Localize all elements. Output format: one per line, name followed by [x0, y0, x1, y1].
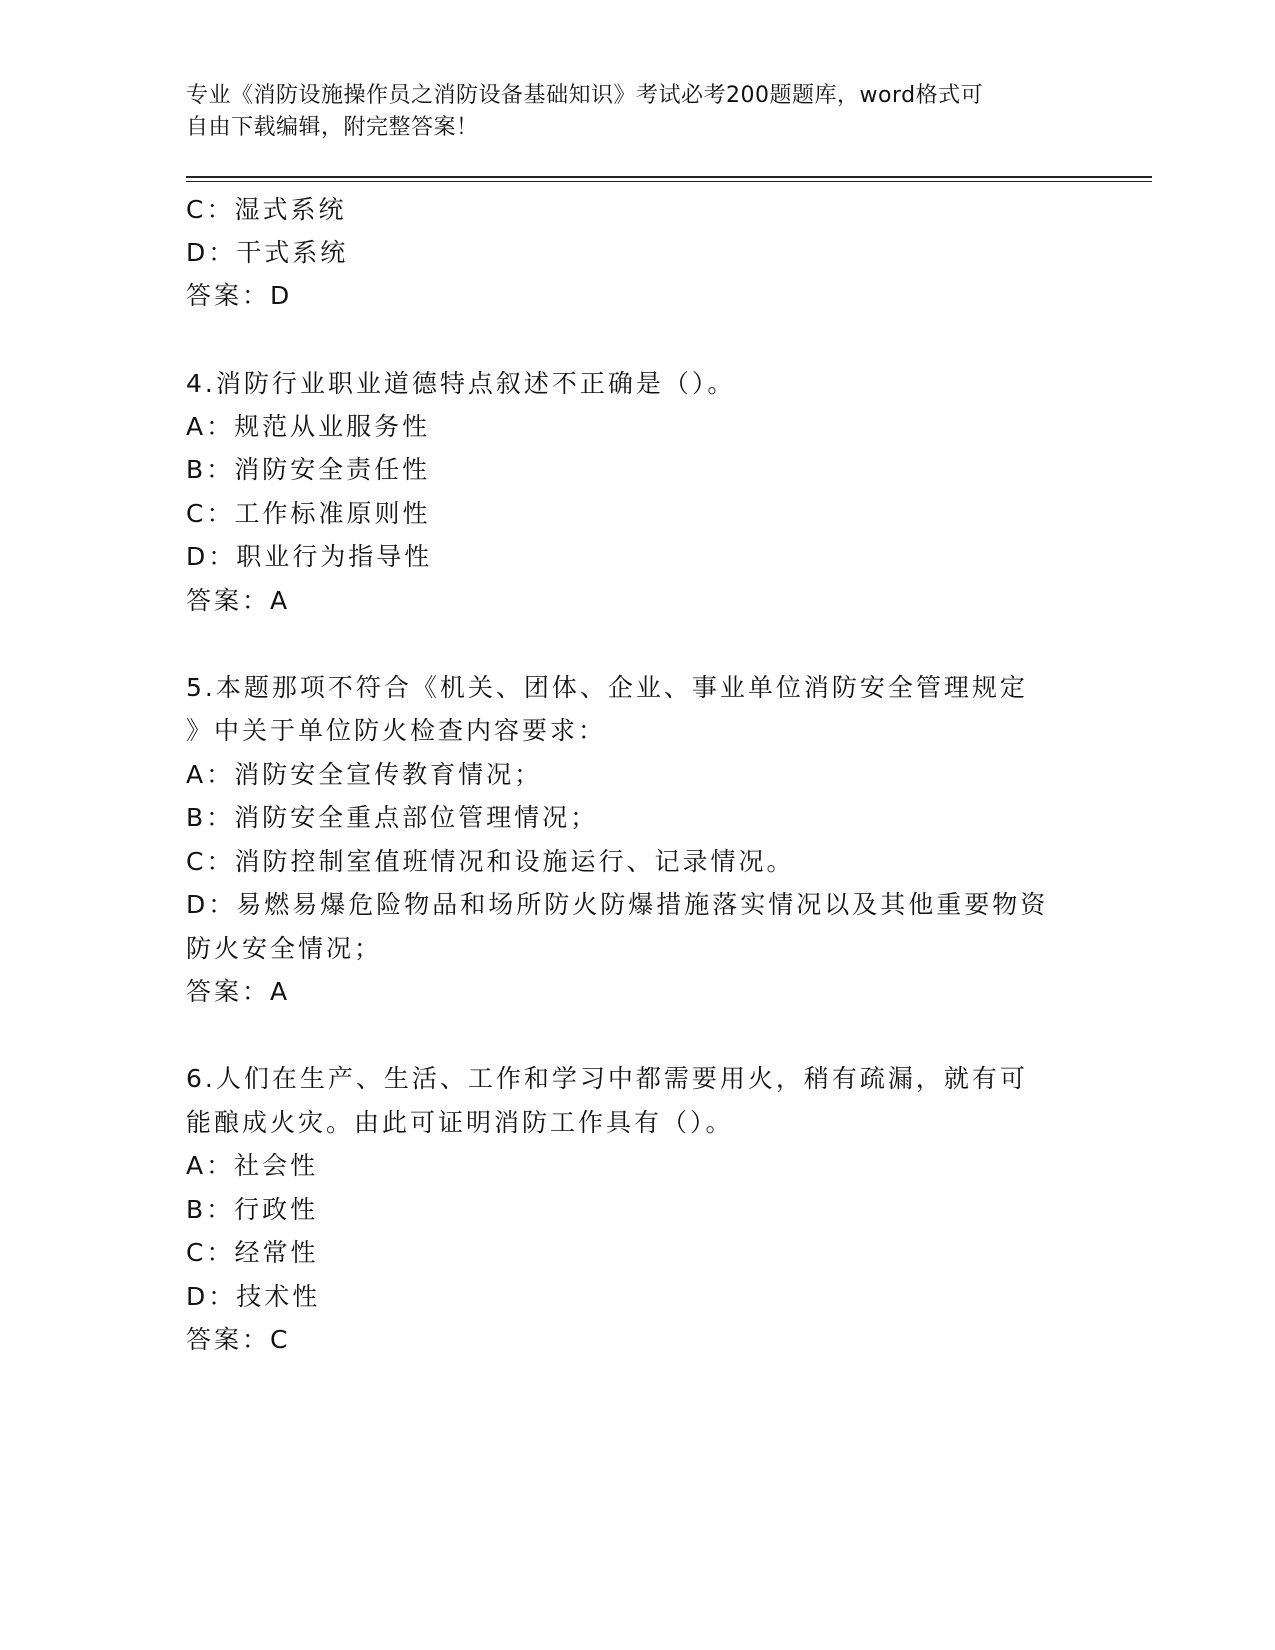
header-line-2: 自由下载编辑，附完整答案！: [186, 115, 479, 140]
answer: 答案：A: [186, 586, 291, 615]
answer: 答案：D: [186, 281, 293, 310]
answer: 答案：A: [186, 977, 291, 1006]
question-stem-line-2: 》中关于单位防火检查内容要求：: [186, 716, 607, 745]
option-c: C：消防控制室值班情况和设施运行、记录情况。: [186, 847, 795, 876]
question-stem-line-1: 5.本题那项不符合《机关、团体、企业、事业单位消防安全管理规定: [186, 673, 1028, 702]
option-d: D：技术性: [186, 1282, 321, 1311]
option-d-line-1: D：易燃易爆危险物品和场所防火防爆措施落实情况以及其他重要物资: [186, 890, 1049, 919]
header-divider-thin: [186, 181, 1152, 182]
header-line-1: 专业《消防设施操作员之消防设备基础知识》考试必考200题题库，word格式可: [186, 83, 984, 108]
question-stem-line-2: 能酿成火灾。由此可证明消防工作具有（）。: [186, 1108, 734, 1137]
option-a: A：规范从业服务性: [186, 412, 431, 441]
option-c: C：湿式系统: [186, 195, 347, 224]
option-b: B：行政性: [186, 1195, 319, 1224]
question-stem: 4.消防行业职业道德特点叙述不正确是（）。: [186, 369, 736, 398]
answer: 答案：C: [186, 1325, 291, 1354]
option-d: D：职业行为指导性: [186, 542, 433, 571]
option-c: C：经常性: [186, 1238, 319, 1267]
question-stem-line-1: 6.人们在生产、生活、工作和学习中都需要用火，稍有疏漏，就有可: [186, 1064, 1028, 1093]
option-a: A：消防安全宣传教育情况；: [186, 760, 543, 789]
option-d-line-2: 防火安全情况；: [186, 934, 383, 963]
option-a: A：社会性: [186, 1151, 319, 1180]
option-b: B：消防安全重点部位管理情况；: [186, 803, 599, 832]
option-c: C：工作标准原则性: [186, 499, 431, 528]
option-b: B：消防安全责任性: [186, 455, 431, 484]
header-divider-thick: [186, 176, 1152, 178]
option-d: D：干式系统: [186, 238, 349, 267]
